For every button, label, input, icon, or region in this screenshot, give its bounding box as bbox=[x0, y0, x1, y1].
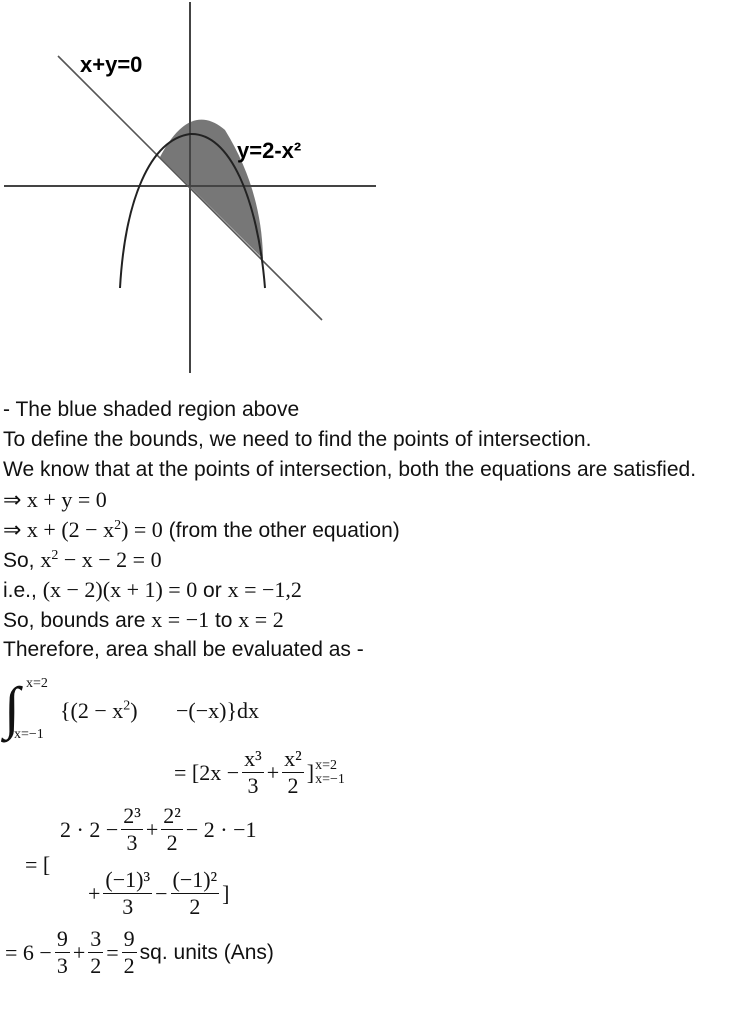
step2-frac-2 bbox=[161, 803, 183, 856]
intro-line: To define the bounds, we need to find the points of intersection. bbox=[3, 428, 592, 451]
step-2-row-1 bbox=[60, 803, 257, 856]
eq3-x: x bbox=[40, 547, 52, 572]
integrand-b: ) bbox=[130, 698, 138, 723]
step2-frac-1 bbox=[121, 803, 143, 856]
eq3-rest: − x − 2 = 0 bbox=[58, 547, 162, 572]
step1-frac-2 bbox=[282, 746, 304, 799]
parabola-label: y=2-x² bbox=[237, 138, 302, 163]
integral-sign: ∫ bbox=[4, 675, 20, 740]
integral-upper: x=2 bbox=[26, 676, 48, 691]
step1-limits bbox=[315, 759, 345, 787]
final-frac-3-num: 9 bbox=[123, 926, 135, 951]
final-frac-1 bbox=[55, 926, 70, 979]
eq4-factor: (x − 2)(x + 1) = 0 bbox=[42, 577, 198, 602]
step1-frac-2-den: 2 bbox=[287, 773, 299, 798]
step-1 bbox=[174, 746, 345, 799]
line-label: x+y=0 bbox=[80, 52, 143, 77]
equation-line-4 bbox=[3, 575, 302, 606]
final-plus: + bbox=[72, 939, 86, 965]
step1-plus: + bbox=[266, 759, 280, 785]
step2-frac-2-num: 2² bbox=[163, 803, 181, 828]
final-frac-2-num: 3 bbox=[90, 926, 102, 951]
step2-frac-1-den: 3 bbox=[126, 830, 138, 855]
integrand-sup: 2 bbox=[123, 698, 131, 714]
final-text: sq. units (Ans) bbox=[139, 940, 274, 964]
step2-frac-4-den: 2 bbox=[189, 894, 201, 919]
step2-frac-2-den: 2 bbox=[166, 830, 178, 855]
step2-minus: − bbox=[155, 880, 168, 906]
caption-line: - The blue shaded region above bbox=[3, 398, 300, 421]
step2-frac-1-num: 2³ bbox=[123, 803, 141, 828]
integral-lower: x=−1 bbox=[14, 727, 44, 742]
bounds-upper: x = 2 bbox=[238, 607, 284, 632]
intersection-line: We know that at the points of intersection, both the equations are satisfied. bbox=[3, 458, 697, 481]
step2-close: ] bbox=[222, 880, 230, 906]
eq4-ie: i.e., bbox=[3, 579, 43, 602]
final-frac-1-num: 9 bbox=[56, 926, 68, 951]
eq2-sup: 2 bbox=[114, 518, 122, 533]
final-frac-3-den: 2 bbox=[123, 953, 135, 978]
step1-frac-1-den: 3 bbox=[247, 773, 259, 798]
step2-frac-4 bbox=[171, 867, 220, 920]
eq3-sup: 2 bbox=[51, 548, 59, 563]
final-frac-3 bbox=[122, 926, 137, 979]
step2-frac-3-num: (−1)³ bbox=[105, 867, 151, 892]
step1-pre: = [2x − bbox=[174, 759, 240, 785]
bounds-line bbox=[3, 605, 284, 636]
eq2-note: (from the other equation) bbox=[162, 519, 400, 542]
final-pre: = 6 − bbox=[5, 939, 52, 965]
step2-plus2: + bbox=[88, 880, 101, 906]
step2-frac-3 bbox=[103, 867, 152, 920]
eq2-right: ) = 0 bbox=[121, 517, 163, 542]
final-line bbox=[5, 926, 274, 979]
step2-frac-3-den: 3 bbox=[122, 894, 134, 919]
step2-eq: = [ bbox=[25, 852, 51, 877]
step1-frac-1-num: x³ bbox=[244, 746, 262, 771]
step1-close: ] bbox=[306, 759, 315, 785]
eq4-roots: x = −1,2 bbox=[227, 577, 302, 602]
integrand bbox=[60, 698, 138, 724]
integrand-tail: −(−x)}dx bbox=[176, 698, 260, 723]
step2-frac-4-num: (−1)² bbox=[172, 867, 218, 892]
step2-a: 2 · 2 − bbox=[60, 816, 119, 842]
final-frac-2-den: 2 bbox=[90, 953, 102, 978]
equation-line-1: ⇒ x + y = 0 bbox=[3, 487, 107, 512]
equation-line-2 bbox=[3, 515, 400, 546]
bounds-text: So, bounds are bbox=[3, 609, 152, 632]
final-frac-1-den: 3 bbox=[56, 953, 68, 978]
step-2-row-2 bbox=[88, 867, 229, 920]
final-frac-2 bbox=[88, 926, 103, 979]
step1-upper: x=2 bbox=[315, 757, 338, 773]
eq4-or: or bbox=[197, 579, 228, 602]
step1-frac-2-num: x² bbox=[284, 746, 302, 771]
step1-frac-1 bbox=[242, 746, 264, 799]
integrand-a: {(2 − x bbox=[60, 698, 124, 723]
area-graph bbox=[0, 0, 400, 380]
therefore-line: Therefore, area shall be evaluated as - bbox=[3, 638, 364, 661]
bounds-to: to bbox=[209, 609, 239, 632]
step2-plus: + bbox=[145, 816, 159, 842]
final-eq: = bbox=[106, 939, 119, 965]
eq2-left: ⇒ x + (2 − x bbox=[3, 517, 115, 542]
eq3-so: So, bbox=[3, 549, 41, 572]
step1-lower: x=−1 bbox=[315, 771, 345, 787]
equation-line-3 bbox=[3, 545, 162, 576]
bounds-lower: x = −1 bbox=[151, 607, 210, 632]
step2-b: − 2 · −1 bbox=[185, 816, 257, 842]
